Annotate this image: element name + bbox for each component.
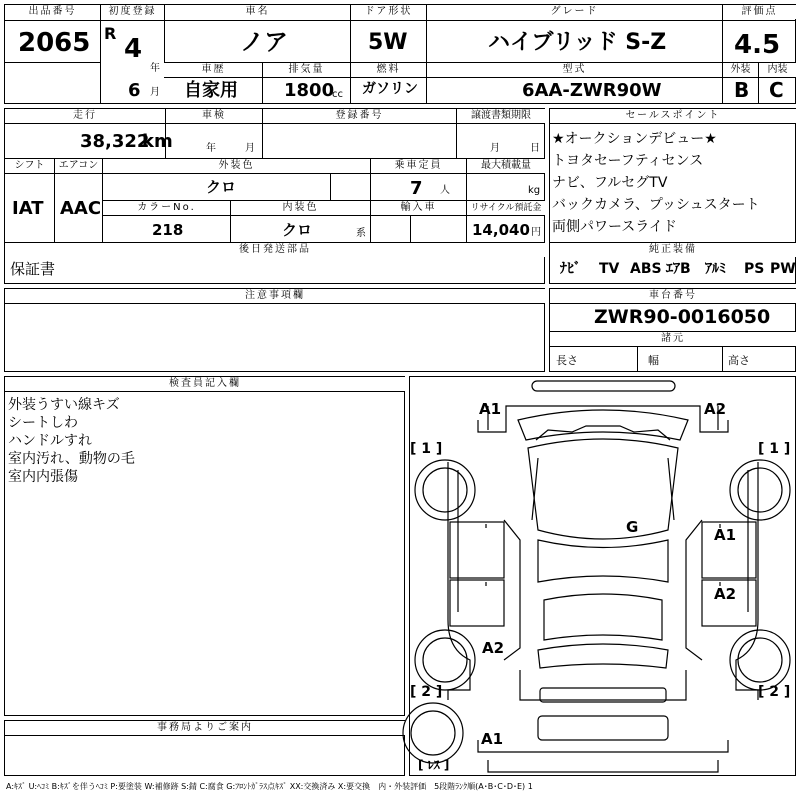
reg-label: 初度登録 xyxy=(101,5,164,19)
equipment-label: 純正装備 xyxy=(550,243,796,257)
mark-roof: G xyxy=(626,518,639,536)
color-no-label: カラーNo. xyxy=(103,201,230,215)
mark-right-door-rear: A2 xyxy=(714,585,737,603)
equip-4: ｴｱB xyxy=(666,261,691,277)
equip-5: ｱﾙﾐ xyxy=(705,261,726,277)
car-diagram-box xyxy=(409,376,796,776)
equip-3: ABS xyxy=(630,261,662,277)
sales-line-3: ナビ、フルセグTV xyxy=(552,175,668,191)
equip-1: ﾅﾋﾞ xyxy=(560,261,581,277)
displacement-unit: cc xyxy=(332,89,343,100)
mark-tire-rl: [ 2 ] xyxy=(410,684,443,700)
legend: A:ｷｽﾞ U:ﾍｺﾐ B:ｷｽﾞを伴うﾍｺﾐ P:要塗装 W:補修跡 S:錆 C:腐食 G:ﾌﾛﾝﾄｶﾞﾗｽ点ｷｽﾞ XX:交換済み X:要交換 内・外装評価 5段階ﾗﾝｸ順(A･B･C･D･E) 1 xyxy=(6,782,533,791)
displacement: 1800 xyxy=(284,80,335,101)
transfer-label: 譲渡書類期限 xyxy=(457,109,545,123)
model-label: 型式 xyxy=(427,63,722,77)
mark-tire-rr: [ 2 ] xyxy=(758,684,791,700)
max-load-unit: kg xyxy=(528,185,541,196)
reg-year: 4 xyxy=(124,34,143,64)
score-label: 評価点 xyxy=(723,5,796,19)
office-label: 事務局よりご案内 xyxy=(5,721,405,735)
fuel: ガソリン xyxy=(362,81,418,97)
sales-line-4: バックカメラ、プッシュスタート xyxy=(552,197,760,213)
mark-front-right: A2 xyxy=(704,400,727,418)
mark-tire-fl: [ 1 ] xyxy=(410,441,443,457)
grade: ハイブリッド S-Z xyxy=(488,30,667,55)
chassis-number: ZWR90-0016050 xyxy=(594,306,771,328)
model: 6AA-ZWR90W xyxy=(522,80,662,101)
inspector-line-4: 室内汚れ、動物の毛 xyxy=(8,451,135,467)
int-color-label: 内装色 xyxy=(231,201,370,215)
history-label: 車歴 xyxy=(165,63,262,77)
capacity: 7 xyxy=(410,178,423,199)
transfer-day-unit: 日 xyxy=(530,143,540,154)
displacement-label: 排気量 xyxy=(263,63,350,77)
equip-6: PS xyxy=(744,261,765,277)
inspector-line-2: シートしわ xyxy=(8,415,78,431)
inspection-label: 車検 xyxy=(166,109,262,123)
width-label: 幅 xyxy=(648,354,659,367)
shift: IAT xyxy=(12,198,44,219)
sales-line-5: 両側パワースライド xyxy=(552,219,677,235)
mark-tire-fr: [ 1 ] xyxy=(758,441,791,457)
max-load-label: 最大積載量 xyxy=(467,159,545,173)
inspector-line-1: 外装うすい線キズ xyxy=(8,397,120,413)
fuel-label: 燃料 xyxy=(351,63,426,77)
ac-label: エアコン xyxy=(55,159,102,173)
transfer-month-unit: 月 xyxy=(490,143,500,154)
recycle-unit: 円 xyxy=(531,227,541,238)
sales-line-2: トヨタセーフティセンス xyxy=(552,153,704,169)
mark-front-left: A1 xyxy=(479,400,502,418)
reg-year-unit: 年 xyxy=(150,63,160,74)
mileage-unit: km xyxy=(142,131,173,152)
ext-color-label: 外装色 xyxy=(103,159,370,173)
ext-color: クロ xyxy=(206,178,237,196)
later-label: 後日発送部品 xyxy=(5,243,545,257)
car-name: ノア xyxy=(240,28,288,56)
mark-right-door-front: A1 xyxy=(714,526,737,544)
lot-no-label: 出品番号 xyxy=(5,5,100,19)
mark-spare: [ ﾚｽ ] xyxy=(418,758,450,772)
recycle: 14,040 xyxy=(472,221,530,239)
recycle-label: リサイクル預託金 xyxy=(467,201,545,215)
door: 5W xyxy=(368,30,408,55)
import-label: 輸入車 xyxy=(371,201,466,215)
notes-label: 注意事項欄 xyxy=(5,289,545,303)
inspector-label: 検査員記入欄 xyxy=(5,377,405,391)
insp-year-unit: 年 xyxy=(206,143,216,154)
inspector-line-3: ハンドルすれ xyxy=(8,433,92,449)
interior-label: 内装 xyxy=(759,63,796,77)
equip-7: PW xyxy=(770,261,796,277)
mileage: 38,322 xyxy=(80,131,150,152)
color-no: 218 xyxy=(152,221,184,239)
capacity-unit: 人 xyxy=(440,185,450,196)
sales-line-1: ★オークションデビュー★ xyxy=(552,131,717,147)
capacity-label: 乗車定員 xyxy=(371,159,466,173)
exterior-label: 外装 xyxy=(723,63,758,77)
plate-label: 登録番号 xyxy=(263,109,456,123)
int-color-unit: 系 xyxy=(356,228,366,239)
sales-label: セールスポイント xyxy=(550,109,796,123)
mark-rear: A1 xyxy=(481,730,504,748)
interior-grade: C xyxy=(769,78,784,102)
reg-month-unit: 月 xyxy=(150,87,160,98)
insp-month-unit: 月 xyxy=(245,143,255,154)
reg-era: R xyxy=(104,24,117,43)
ac: AAC xyxy=(60,198,102,219)
door-label: ドア形状 xyxy=(351,5,426,19)
inspector-line-5: 室内内張傷 xyxy=(8,469,78,485)
lot-no: 2065 xyxy=(18,28,91,58)
reg-month: 6 xyxy=(128,80,141,101)
chassis-label: 車台番号 xyxy=(550,289,796,303)
exterior-grade: B xyxy=(734,78,750,102)
car-name-label: 車名 xyxy=(165,5,350,19)
mark-left-rear-door: A2 xyxy=(482,639,505,657)
score: 4.5 xyxy=(734,30,781,60)
height-label: 高さ xyxy=(728,354,750,367)
equip-2: TV xyxy=(599,261,620,277)
spec-label: 諸元 xyxy=(550,332,796,346)
length-label: 長さ xyxy=(556,354,578,367)
history: 自家用 xyxy=(184,80,238,101)
shift-label: シフト xyxy=(5,159,54,173)
later: 保証書 xyxy=(10,260,56,278)
grade-label: グレード xyxy=(427,5,722,19)
int-color: クロ xyxy=(282,221,313,239)
mileage-label: 走行 xyxy=(5,109,165,123)
